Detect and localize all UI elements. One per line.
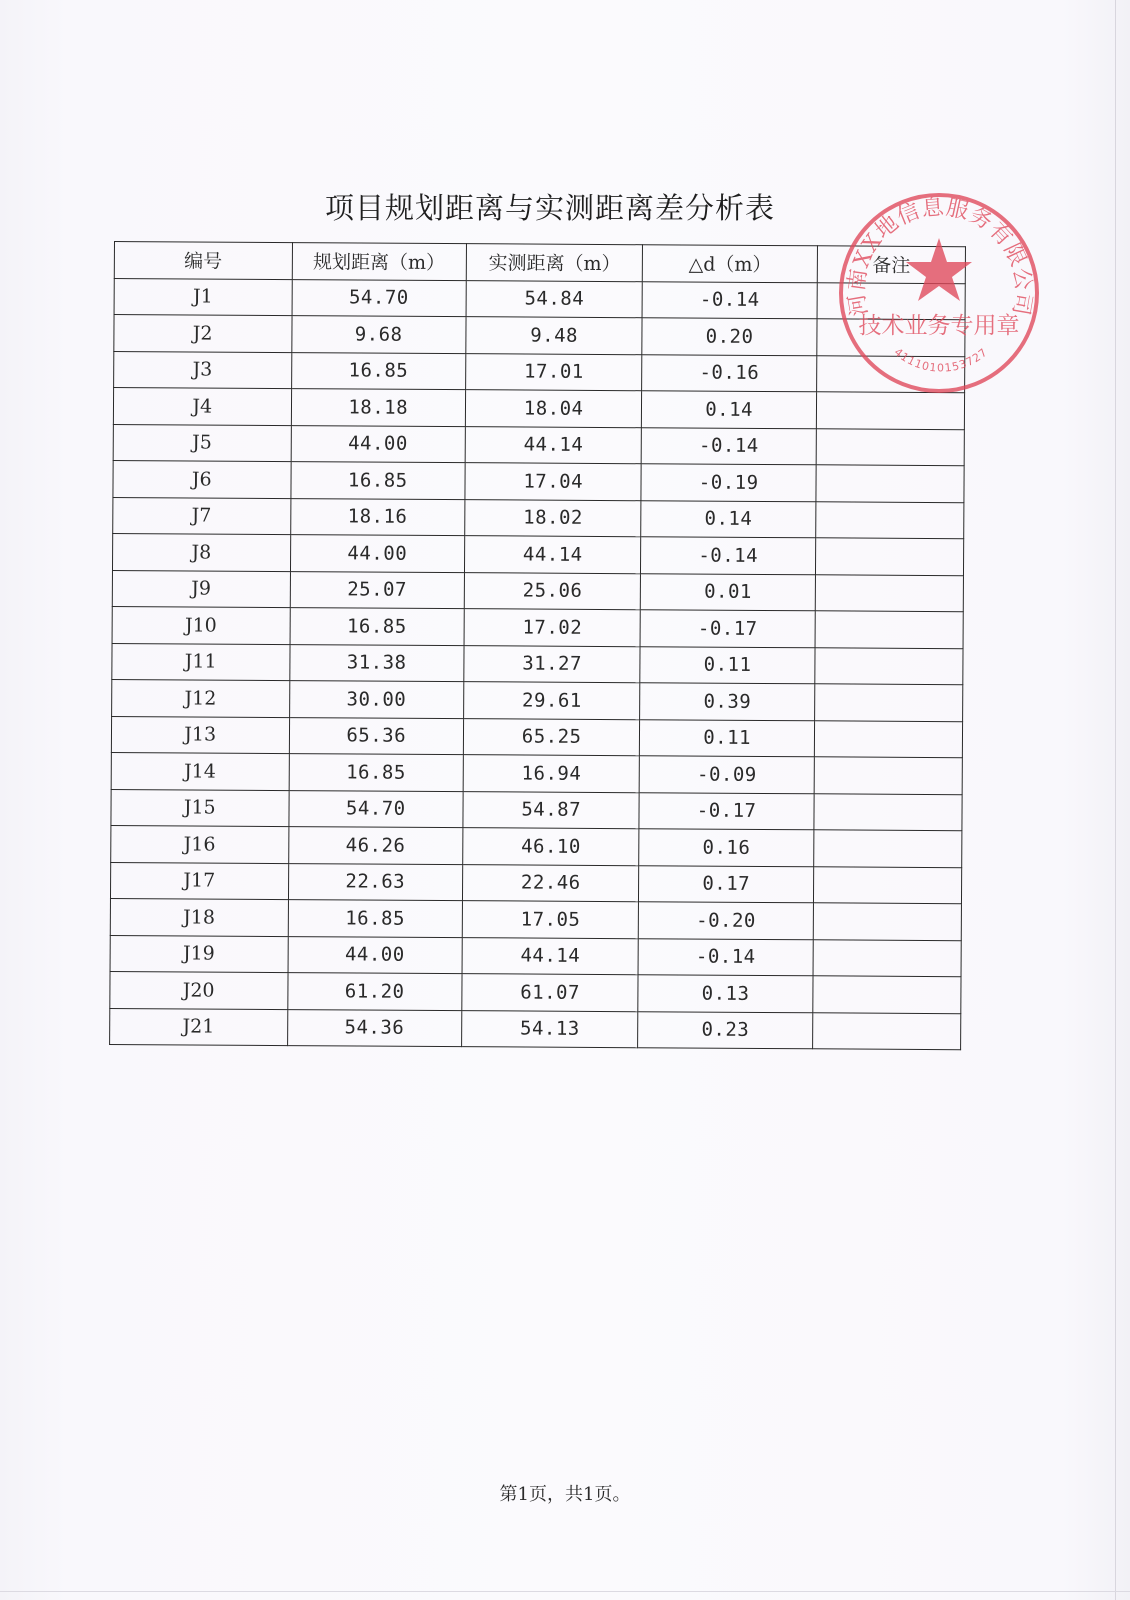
cell-planned-distance: 18.16 [290, 498, 465, 536]
table-row [110, 862, 961, 904]
header-delta: △d（m） [643, 245, 818, 283]
cell-note [814, 720, 962, 757]
cell-id: J8 [112, 533, 290, 571]
cell-delta: 0.14 [642, 391, 817, 429]
cell-delta: -0.14 [641, 537, 816, 575]
cell-planned-distance: 18.18 [291, 389, 466, 427]
cell-measured-distance: 25.06 [464, 572, 641, 610]
cell-measured-distance: 16.94 [463, 755, 640, 793]
cell-planned-distance: 31.38 [289, 644, 464, 682]
cell-id: J19 [110, 935, 288, 973]
cell-id: J2 [114, 315, 292, 353]
cell-measured-distance: 18.04 [465, 390, 642, 428]
cell-id: J11 [112, 643, 290, 681]
cell-planned-distance: 16.85 [290, 462, 465, 500]
cell-planned-distance: 16.85 [291, 352, 466, 390]
cell-note [814, 793, 962, 830]
cell-delta: 0.11 [640, 646, 815, 684]
cell-id: J17 [110, 862, 288, 900]
cell-id: J10 [112, 606, 290, 644]
header-note: 备注 [817, 246, 965, 283]
cell-measured-distance: 17.04 [465, 463, 642, 501]
table-row [112, 570, 963, 612]
cell-delta: -0.17 [640, 610, 815, 648]
cell-delta: 0.13 [638, 975, 813, 1013]
cell-planned-distance: 54.70 [288, 790, 463, 828]
cell-planned-distance: 16.85 [288, 900, 463, 938]
cell-planned-distance: 65.36 [289, 717, 464, 755]
cell-measured-distance: 44.14 [465, 426, 642, 464]
cell-delta: 0.11 [640, 719, 815, 757]
cell-delta: -0.14 [638, 938, 813, 976]
cell-id: J15 [111, 789, 289, 827]
cell-planned-distance: 46.26 [288, 827, 463, 865]
cell-measured-distance: 17.02 [464, 609, 641, 647]
cell-note [813, 939, 961, 976]
table-row [110, 971, 961, 1013]
cell-measured-distance: 22.46 [462, 864, 639, 902]
cell-delta: -0.20 [639, 902, 814, 940]
cell-delta: -0.17 [639, 792, 814, 830]
cell-planned-distance: 25.07 [290, 571, 465, 609]
seal-center-text: 技术业务专用章 [858, 313, 1020, 339]
cell-delta: 0.39 [640, 683, 815, 721]
header-planned-distance: 规划距离（m） [292, 243, 467, 281]
cell-planned-distance: 9.68 [291, 316, 466, 354]
cell-delta: -0.14 [642, 427, 817, 465]
table-row [110, 898, 961, 940]
cell-delta: -0.19 [641, 464, 816, 502]
cell-note [814, 684, 962, 721]
cell-id: J20 [110, 971, 288, 1009]
table-row [111, 789, 962, 831]
cell-delta: 0.16 [639, 829, 814, 867]
cell-measured-distance: 54.87 [463, 791, 640, 829]
table-row [113, 460, 964, 502]
cell-planned-distance: 16.85 [290, 608, 465, 646]
cell-note [814, 830, 962, 867]
document-title: 项目规划距离与实测距离差分析表 [324, 191, 775, 225]
table-row [111, 752, 962, 794]
cell-delta: 0.23 [638, 1011, 813, 1049]
table-row [112, 643, 963, 685]
cell-id: J18 [110, 898, 288, 936]
cell-measured-distance: 46.10 [463, 828, 640, 866]
cell-note [812, 1012, 960, 1049]
cell-id: J16 [111, 825, 289, 863]
cell-delta: 0.01 [641, 573, 816, 611]
cell-id: J21 [110, 1008, 288, 1046]
cell-id: J1 [114, 278, 292, 316]
cell-measured-distance: 9.48 [466, 317, 643, 355]
cell-planned-distance: 22.63 [288, 863, 463, 901]
cell-id: J12 [112, 679, 290, 717]
cell-id: J5 [113, 424, 291, 462]
table-row [113, 497, 964, 539]
page-edge-bottom [0, 1591, 1130, 1592]
cell-delta: -0.16 [642, 354, 817, 392]
cell-planned-distance: 44.00 [290, 535, 465, 573]
cell-note [816, 428, 964, 465]
official-seal-stamp [836, 190, 1042, 396]
cell-note [815, 574, 963, 611]
cell-planned-distance: 16.85 [289, 754, 464, 792]
cell-planned-distance: 54.36 [287, 1009, 462, 1047]
cell-note [813, 976, 961, 1013]
table-row [112, 606, 963, 648]
cell-delta: 0.20 [642, 318, 817, 356]
cell-measured-distance: 18.02 [465, 499, 642, 537]
cell-measured-distance: 54.84 [466, 280, 643, 318]
cell-note [816, 501, 964, 538]
table-row [112, 679, 963, 721]
cell-note [815, 611, 963, 648]
cell-delta: -0.14 [642, 281, 817, 319]
header-id: 编号 [114, 242, 292, 280]
cell-measured-distance: 61.07 [462, 974, 639, 1012]
cell-measured-distance: 29.61 [464, 682, 641, 720]
cell-id: J9 [112, 570, 290, 608]
cell-measured-distance: 65.25 [463, 718, 640, 756]
cell-delta: 0.14 [641, 500, 816, 538]
cell-measured-distance: 54.13 [462, 1010, 639, 1048]
cell-delta: 0.17 [639, 865, 814, 903]
cell-id: J13 [111, 716, 289, 754]
table-row [111, 716, 962, 758]
table-row [110, 1008, 961, 1050]
cell-id: J3 [114, 351, 292, 389]
cell-planned-distance: 44.00 [291, 425, 466, 463]
table-row [110, 935, 961, 977]
cell-id: J4 [113, 388, 291, 426]
cell-planned-distance: 54.70 [292, 279, 467, 317]
cell-measured-distance: 44.14 [464, 536, 641, 574]
seal-serial-number: 4111010153727 [891, 345, 991, 375]
cell-id: J7 [113, 497, 291, 535]
seal-star-icon [906, 238, 972, 301]
cell-measured-distance: 31.27 [464, 645, 641, 683]
cell-note [815, 647, 963, 684]
cell-id: J14 [111, 752, 289, 790]
cell-note [813, 866, 961, 903]
cell-delta: -0.09 [640, 756, 815, 794]
cell-measured-distance: 44.14 [462, 937, 639, 975]
cell-planned-distance: 44.00 [288, 936, 463, 974]
cell-note [815, 538, 963, 575]
seal-ring-text: 河南XX地信息服务有限公司 [844, 195, 1036, 318]
header-measured-distance: 实测距离（m） [466, 244, 643, 282]
cell-planned-distance: 61.20 [287, 973, 462, 1011]
table-row [111, 825, 962, 867]
page-footer: 第1页，共1页。 [499, 1484, 631, 1505]
page-edge-right [1115, 0, 1116, 1600]
table-row [112, 533, 963, 575]
cell-measured-distance: 17.01 [466, 353, 643, 391]
cell-id: J6 [113, 460, 291, 498]
cell-note [813, 903, 961, 940]
cell-measured-distance: 17.05 [462, 901, 639, 939]
cell-note [816, 465, 964, 502]
cell-note [816, 392, 964, 429]
cell-note [814, 757, 962, 794]
cell-planned-distance: 30.00 [289, 681, 464, 719]
table-row [113, 424, 964, 466]
